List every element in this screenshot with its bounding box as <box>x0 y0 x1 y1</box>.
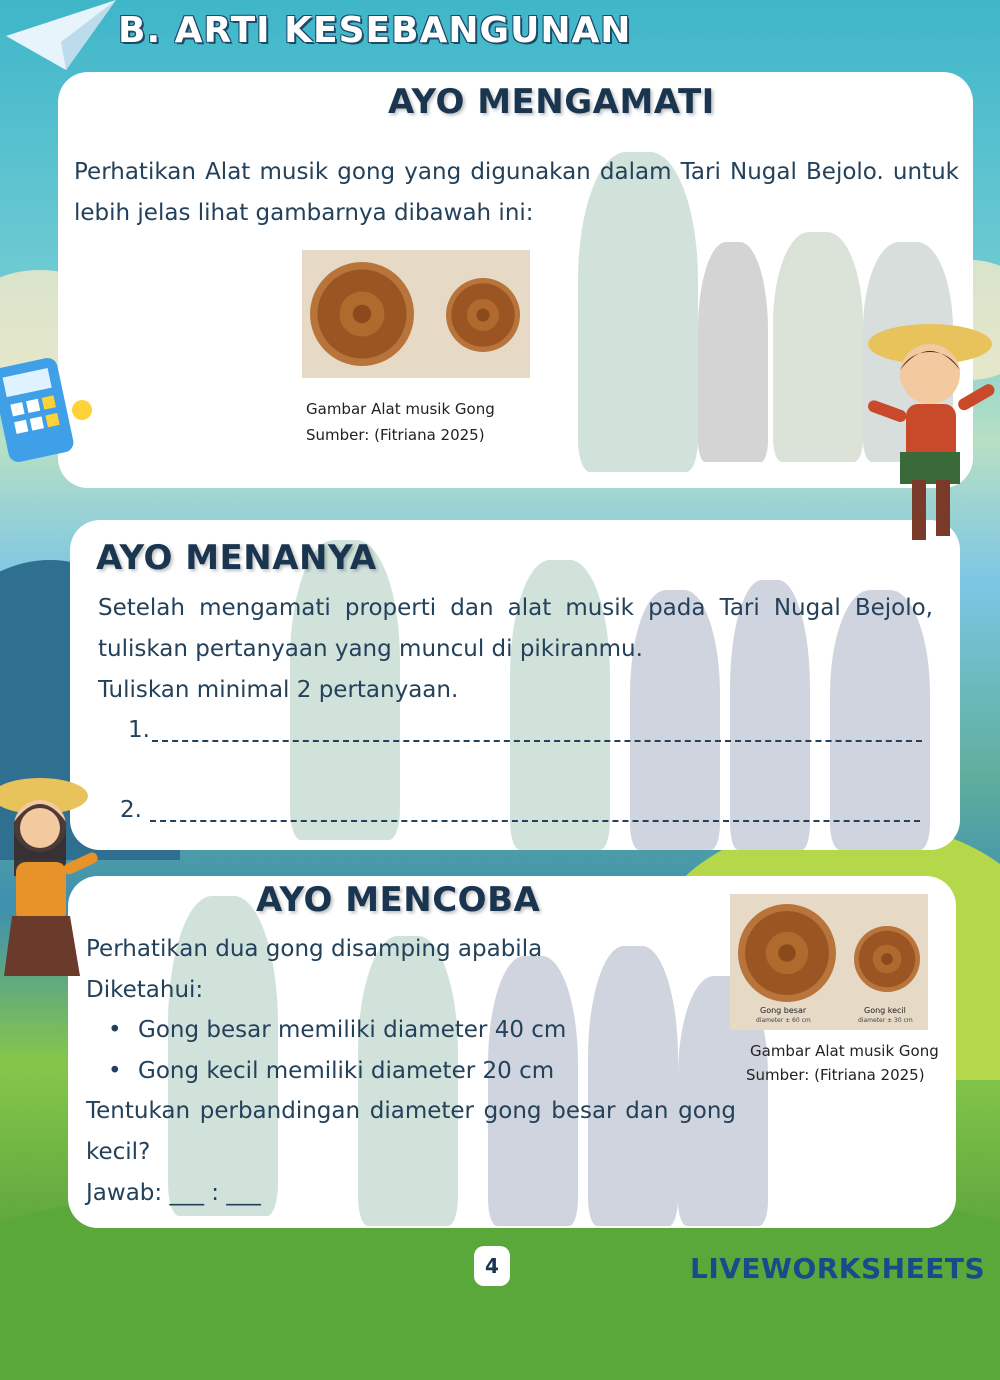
bg-dancer-figure <box>588 946 678 1226</box>
question-1-answer-line[interactable] <box>152 740 922 742</box>
liveworksheets-logo: LIVEWORKSHEETS <box>690 1252 986 1285</box>
menanya-instruction: Tuliskan minimal 2 pertanyaan. <box>98 677 459 703</box>
gong-large <box>310 262 414 366</box>
gong-photo <box>302 250 530 378</box>
mengamati-card <box>58 72 973 488</box>
list-item: • Gong besar memiliki diameter 40 cm <box>86 1010 566 1051</box>
gong-large <box>738 904 836 1002</box>
mengamati-text: Perhatikan Alat musik gong yang digunakan dalam Tari Nugal Bejolo. untuk lebih jelas lihat gambarnya dibawah ini: <box>74 159 959 226</box>
question-2-number: 2. <box>120 797 142 823</box>
mengamati-title: AYO MENGAMATI <box>388 82 715 122</box>
gong-small <box>854 926 920 992</box>
gong-large-label: Gong besar <box>760 1006 807 1015</box>
mencoba-bullet-list <box>86 1010 566 1092</box>
mencoba-card <box>68 876 956 1228</box>
mencoba-question: Tentukan perbandingan diameter gong besar dan gong kecil? <box>86 1098 736 1165</box>
page-number: 4 <box>474 1246 510 1286</box>
mencoba-title: AYO MENCOBA <box>256 880 541 920</box>
boy-character-illustration <box>860 312 1000 552</box>
gong-small <box>446 278 520 352</box>
mengamati-caption-line1: Gambar Alat musik Gong <box>306 400 495 418</box>
calculator-icon <box>0 356 96 476</box>
bg-dancer-figure <box>773 232 863 462</box>
question-2-answer-line[interactable] <box>150 820 920 822</box>
page-header-title: B. ARTI KESEBANGUNAN <box>118 10 632 51</box>
mengamati-caption-line2: Sumber: (Fitriana 2025) <box>306 426 485 444</box>
menanya-text: Setelah mengamati properti dan alat musik pada Tari Nugal Bejolo, tuliskan pertanyaan yang muncul di pikiranmu. <box>98 595 933 662</box>
mencoba-answer[interactable]: Jawab: ___ : ___ <box>86 1180 261 1206</box>
gong-small-label: Gong kecil <box>864 1006 906 1015</box>
menanya-card <box>70 520 960 850</box>
gong-large-diameter: diameter ± 60 cm <box>756 1017 811 1024</box>
menanya-title: AYO MENANYA <box>96 538 377 578</box>
gong-small-diameter: diameter ± 30 cm <box>858 1017 913 1024</box>
bg-dancer-figure <box>698 242 768 462</box>
mencoba-intro: Perhatikan dua gong disamping apabila <box>86 936 543 962</box>
list-item: • Gong kecil memiliki diameter 20 cm <box>86 1051 566 1092</box>
mencoba-caption-line2: Sumber: (Fitriana 2025) <box>746 1066 925 1084</box>
girl-character-illustration <box>0 766 100 996</box>
paper-plane-icon <box>6 0 116 72</box>
mencoba-known-label: Diketahui: <box>86 977 204 1003</box>
gong-comparison-photo <box>730 894 928 1030</box>
mencoba-caption-line1: Gambar Alat musik Gong <box>750 1042 939 1060</box>
question-1-number: 1. <box>128 717 150 743</box>
